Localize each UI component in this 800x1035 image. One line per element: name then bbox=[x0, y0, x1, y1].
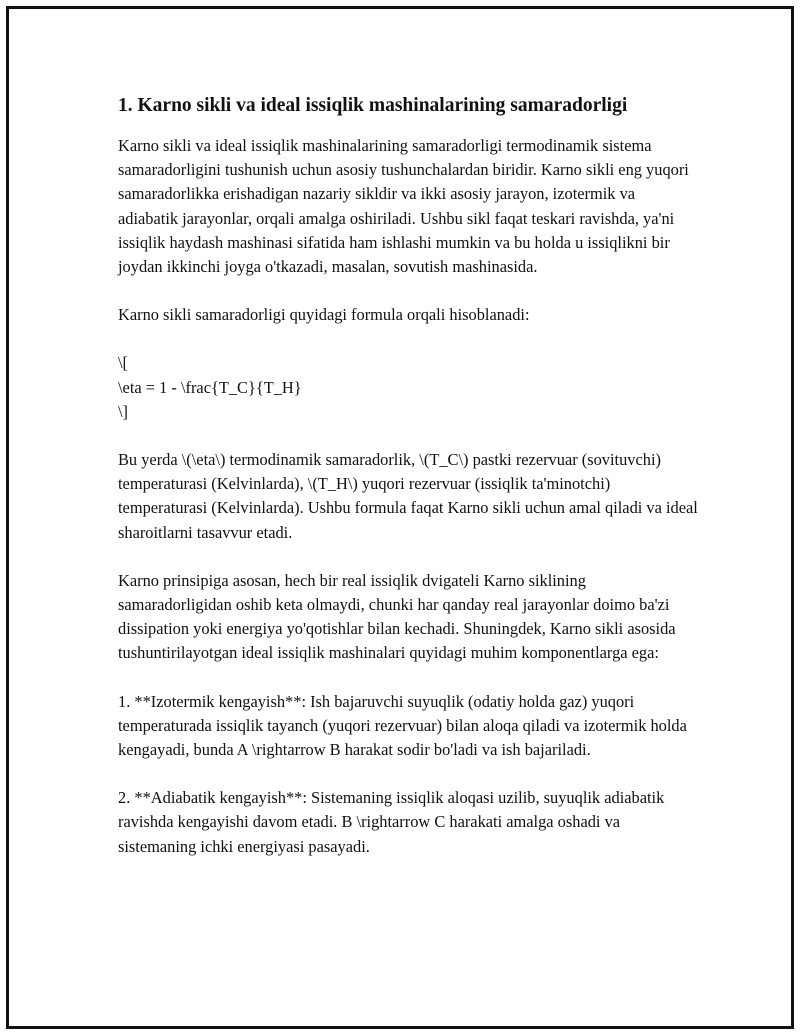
formula-expression: \eta = 1 - \frac{T_C}{T_H} bbox=[118, 377, 302, 397]
document-title: 1. Karno sikli va ideal issiqlik mashinalarining samaradorligi bbox=[118, 95, 628, 116]
carnot-principle-paragraph: Karno prinsipiga asosan, hech bir real issiqlik dvigateli Karno siklining samaradorligidan oshib keta olmaydi, chunki har qanday real jarayonlar doimo ba'zi dissipation yoki energiya yo'qotishlar bilan kechadi. Shuningdek, Karno sikli asosida tushuntirilayotgan ideal issiqlik mashinalari quyidagi muhim komponentlarga ega: bbox=[118, 570, 676, 663]
formula-close: \] bbox=[118, 401, 129, 421]
variables-paragraph: Bu yerda \(\eta\) termodinamik samaradorlik, \(T_C\) pastki rezervuar (sovituvchi) temperaturasi (Kelvinlarda), \(T_H\) yuqori rezervuar (issiqlik ta'minotchi) temperaturasi (Kelvinlarda). Ushbu formula faqat Karno sikli uchun amal qiladi va ideal sharoitlarni tasavvur etadi. bbox=[118, 450, 698, 542]
formula-intro-paragraph: Karno sikli samaradorligi quyidagi formula orqali hisoblanadi: bbox=[118, 305, 530, 325]
list-item-isothermal-expansion: 1. **Izotermik kengayish**: Ish bajaruvchi suyuqlik (odatiy holda gaz) yuqori temperaturada issiqlik tayanch (yuqori rezervuar) bilan aloqa qiladi va izotermik holda kengayadi, bunda A \rightarrow B harakat sodir bo'ladi va ish bajariladi. bbox=[118, 691, 687, 760]
intro-paragraph: Karno sikli va ideal issiqlik mashinalarining samaradorligi termodinamik sistema samaradorligini tushunish uchun asosiy tushunchalardan biridir. Karno sikli eng yuqori samaradorlikka erishadigan nazariy sikldir va ikki asosiy jarayon, izotermik va adiabatik jarayonlar, orqali amalga oshiriladi. Ushbu sikl faqat teskari ravishda, ya'ni issiqlik haydash mashinasi sifatida ham ishlashi mumkin va bu holda u issiqlikni bir joydan ikkinchi joyga o'tkazadi, masalan, sovutish mashinasida. bbox=[118, 136, 689, 277]
formula-block bbox=[118, 351, 698, 424]
formula-open: \[ bbox=[118, 353, 129, 373]
list-item-adiabatic-expansion: 2. **Adiabatik kengayish**: Sistemaning issiqlik aloqasi uzilib, suyuqlik adiabatik ravishda kengayishi davom etadi. B \rightarrow C harakati amalga oshadi va sistemaning ichki energiyasi pasayadi. bbox=[118, 788, 665, 856]
document-body bbox=[118, 92, 698, 883]
